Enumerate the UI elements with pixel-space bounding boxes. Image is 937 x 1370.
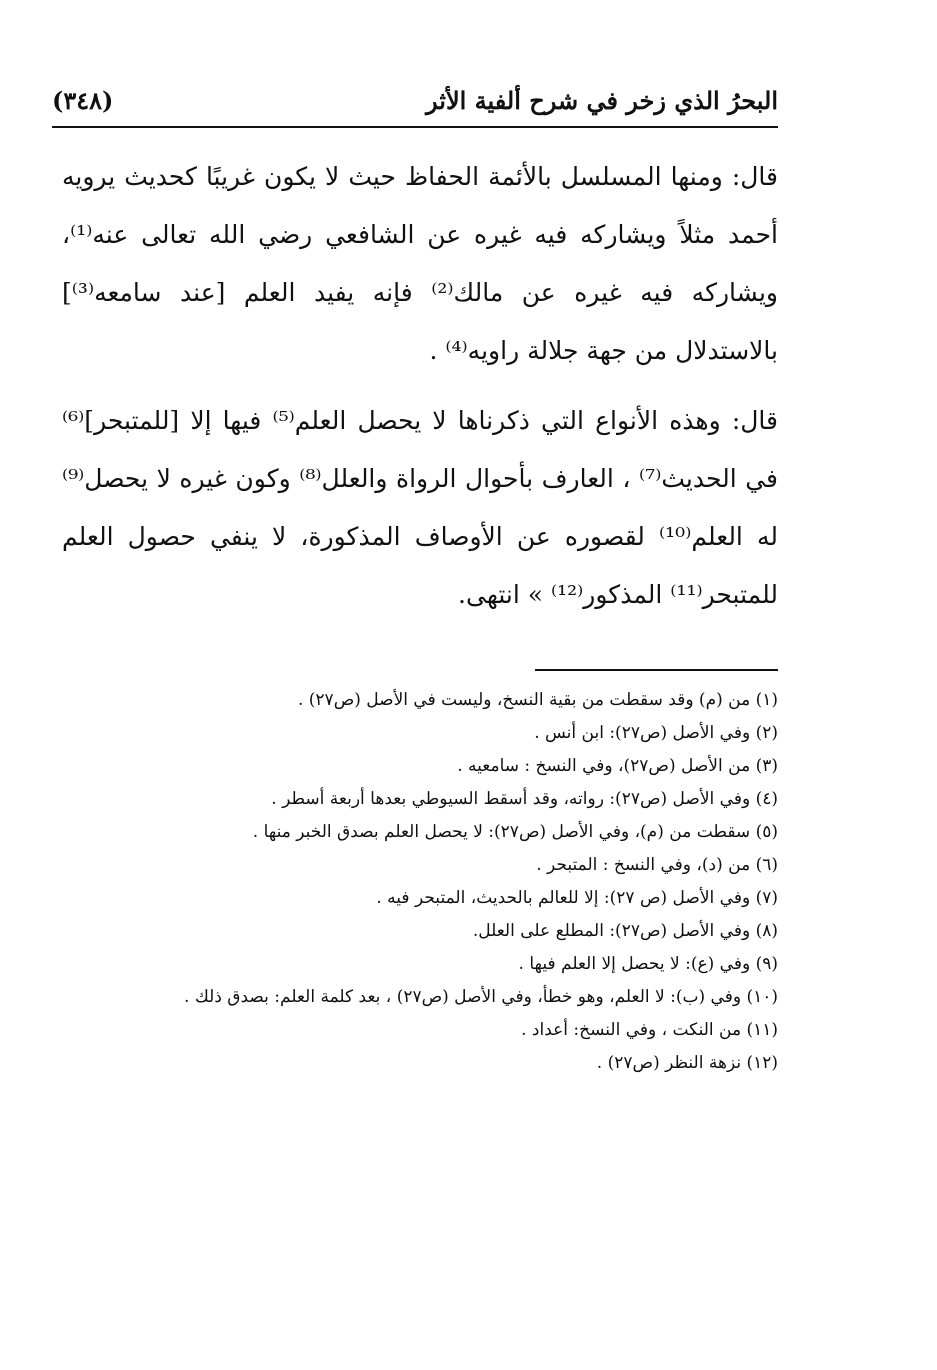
footnote: (١٢) نزهة النظر (ص٢٧) . bbox=[596, 1053, 778, 1073]
paragraph: قال: وهذه الأنواع التي ذكرناها لا يحصل العلم⁽⁵⁾ فيها إلا [للمتبحر]⁽⁶⁾ في الحديث⁽⁷⁾ ، العارف بأحوال الرواة والعلل⁽⁸⁾ وكون غيره لا يحصل⁽⁹⁾ له العلم⁽¹⁰⁾ لقصوره عن الأوصاف المذكورة، لا ينفي حصول العلم للمتبحر⁽¹¹⁾ المذكور⁽¹²⁾ » انتهى. bbox=[62, 406, 779, 609]
footnote: (٤) وفي الأصل (ص٢٧): رواته، وقد أسقط السيوطي بعدها أربعة أسطر . bbox=[271, 789, 778, 809]
footnote: (٢) وفي الأصل (ص٢٧): ابن أنس . bbox=[534, 723, 778, 743]
footnote: (٦) من (د)، وفي النسخ : المتبحر . bbox=[536, 855, 778, 875]
footnote-divider bbox=[535, 669, 778, 671]
footnote: (٧) وفي الأصل (ص ٢٧): إلا للعالم بالحديث، المتبحر فيه . bbox=[376, 888, 778, 908]
paragraph: قال: ومنها المسلسل بالأئمة الحفاظ حيث لا يكون غريبًا كحديث يرويه أحمد مثلاً ويشاركه فيه غيره عن الشافعي رضي الله تعالى عنه⁽¹⁾، ويشاركه فيه غيره عن مالك⁽²⁾ فإنه يفيد العلم [عند سامعه⁽³⁾] بالاستدلال من جهة جلالة راويه⁽⁴⁾ . bbox=[62, 162, 778, 365]
running-header bbox=[52, 80, 778, 128]
footnote: (١) من (م) وقد سقطت من بقية النسخ، وليست في الأصل (ص٢٧) . bbox=[297, 690, 778, 710]
footnote: (٣) من الأصل (ص٢٧)، وفي النسخ : سامعيه . bbox=[457, 756, 778, 776]
footnote: (٥) سقطت من (م)، وفي الأصل (ص٢٧): لا يحصل العلم بصدق الخبر منها . bbox=[252, 822, 778, 842]
footnote: (٩) وفي (ع): لا يحصل إلا العلم فيها . bbox=[518, 954, 778, 974]
footnote: (١١) من النكت ، وفي النسخ: أعداد . bbox=[521, 1020, 778, 1040]
footnote: (٨) وفي الأصل (ص٢٧): المطلع على العلل. bbox=[472, 921, 778, 941]
page-number: (٣٤٨) bbox=[52, 86, 114, 115]
footnote: (١٠) وفي (ب): لا العلم، وهو خطأ، وفي الأصل (ص٢٧) ، بعد كلمة العلم: بصدق ذلك . bbox=[184, 987, 778, 1007]
footnotes-list bbox=[62, 684, 778, 1080]
book-title: البحرُ الذي زخر في شرح ألفية الأثر bbox=[426, 86, 778, 115]
main-text bbox=[62, 148, 778, 636]
